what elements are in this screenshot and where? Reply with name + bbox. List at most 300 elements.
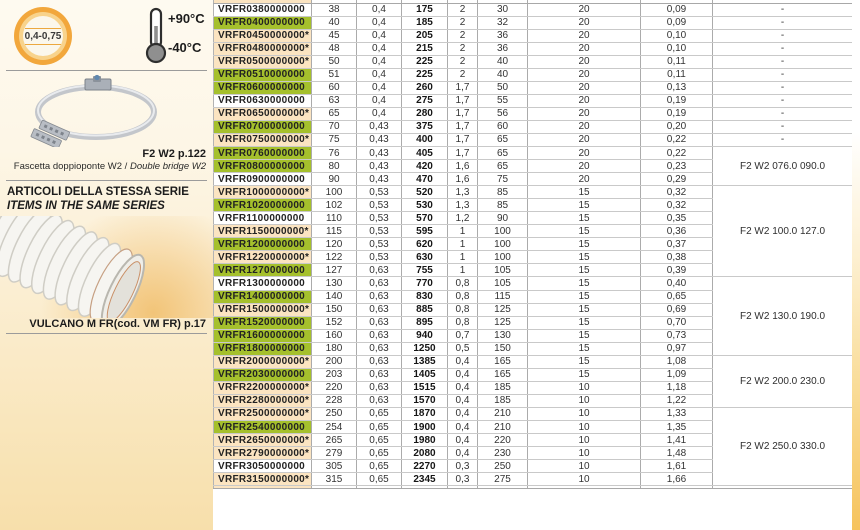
value-cell: 1980 — [402, 434, 448, 447]
value-cell: 1 — [448, 225, 478, 238]
product-code-cell: VRFR1520000000 — [214, 316, 312, 329]
value-cell: 1,7 — [448, 120, 478, 133]
divider — [6, 333, 207, 334]
product-code-cell: VRFR0750000000* — [214, 133, 312, 146]
table-row — [214, 94, 853, 107]
value-cell: 45 — [312, 29, 357, 42]
clamp-caption: Fascetta doppioponte W2 / Double bridge W2 — [13, 161, 206, 172]
value-cell: 203 — [312, 368, 357, 381]
value-cell: 1900 — [402, 421, 448, 434]
value-cell: 260 — [402, 81, 448, 94]
value-cell: 120 — [312, 238, 357, 251]
value-cell: 1,08 — [641, 355, 713, 368]
value-cell: 15 — [528, 251, 641, 264]
value-cell: 15 — [528, 277, 641, 290]
value-cell: 1,7 — [448, 147, 478, 160]
value-cell: 100 — [478, 251, 528, 264]
value-cell: 102 — [312, 199, 357, 212]
product-code-cell: VRFR1270000000 — [214, 264, 312, 277]
value-cell: 20 — [528, 107, 641, 120]
value-cell: 0,65 — [357, 407, 402, 420]
table-row — [214, 81, 853, 94]
table-row — [214, 16, 853, 29]
value-cell: 0,69 — [641, 303, 713, 316]
value-cell: 0,4 — [448, 407, 478, 420]
value-cell: 140 — [312, 290, 357, 303]
table-row — [214, 355, 853, 368]
value-cell: 0,4 — [448, 421, 478, 434]
product-code-cell: VRFR2030000000 — [214, 368, 312, 381]
value-cell: 0,53 — [357, 186, 402, 199]
pressure-range-badge — [14, 7, 72, 65]
clamp-ref-cell: - — [713, 107, 853, 120]
value-cell: 70 — [312, 120, 357, 133]
clamp-ref-cell: - — [713, 16, 853, 29]
value-cell: 122 — [312, 251, 357, 264]
clamp-ref-cell: - — [713, 55, 853, 68]
value-cell: 520 — [402, 186, 448, 199]
clamp-ref-cell: - — [713, 81, 853, 94]
value-cell: 1,35 — [641, 421, 713, 434]
value-cell: 265 — [312, 434, 357, 447]
value-cell: 0,8 — [448, 303, 478, 316]
value-cell: 0,53 — [357, 225, 402, 238]
value-cell: 127 — [312, 264, 357, 277]
value-cell: 1870 — [402, 407, 448, 420]
value-cell: 20 — [528, 68, 641, 81]
same-series-title-en: ITEMS IN THE SAME SERIES — [7, 200, 165, 212]
table-row — [214, 42, 853, 55]
clamp-reference: F2 W2 p.122 — [142, 148, 206, 160]
product-code-cell: VRFR1100000000 — [214, 212, 312, 225]
value-cell: 2 — [448, 55, 478, 68]
product-code-cell: VRFR1020000000 — [214, 199, 312, 212]
value-cell: 0,09 — [641, 16, 713, 29]
value-cell: 90 — [312, 173, 357, 186]
value-cell: 305 — [312, 460, 357, 473]
value-cell: 2270 — [402, 460, 448, 473]
value-cell: 0,4 — [357, 3, 402, 16]
product-code-cell: VRFR2500000000* — [214, 407, 312, 420]
clamp-ref-cell: - — [713, 42, 853, 55]
value-cell: 0,4 — [448, 355, 478, 368]
value-cell: 205 — [402, 29, 448, 42]
product-code-cell: VRFR0480000000* — [214, 42, 312, 55]
value-cell: 76 — [312, 147, 357, 160]
value-cell: 0,63 — [357, 368, 402, 381]
value-cell: 0,36 — [641, 225, 713, 238]
value-cell: 105 — [478, 264, 528, 277]
value-cell: 2 — [448, 3, 478, 16]
value-cell: 0,4 — [357, 107, 402, 120]
value-cell: 0,23 — [641, 160, 713, 173]
value-cell: 20 — [528, 42, 641, 55]
value-cell: 40 — [478, 55, 528, 68]
value-cell: 0,4 — [448, 447, 478, 460]
value-cell: 0,53 — [357, 212, 402, 225]
value-cell: 1,7 — [448, 81, 478, 94]
value-cell: 100 — [478, 238, 528, 251]
product-code-cell: VRFR0630000000 — [214, 94, 312, 107]
value-cell: 630 — [402, 251, 448, 264]
product-code-cell: VRFR0400000000 — [214, 16, 312, 29]
product-code-cell: VRFR3150000000* — [214, 473, 312, 486]
value-cell: 10 — [528, 394, 641, 407]
value-cell: 250 — [312, 407, 357, 420]
value-cell: 0,4 — [448, 368, 478, 381]
value-cell: 1,09 — [641, 368, 713, 381]
product-code-cell: VRFR0760000000 — [214, 147, 312, 160]
clamp-ref-cell: - — [713, 94, 853, 107]
value-cell: 2 — [448, 29, 478, 42]
product-code-cell: VRFR0800000000 — [214, 160, 312, 173]
value-cell: 1,3 — [448, 199, 478, 212]
value-cell: 210 — [478, 421, 528, 434]
value-cell: 75 — [478, 173, 528, 186]
value-cell: 165 — [478, 368, 528, 381]
value-cell: 0,63 — [357, 355, 402, 368]
value-cell: 180 — [312, 342, 357, 355]
hose-image — [0, 216, 213, 318]
value-cell: 15 — [528, 199, 641, 212]
clipped-cell — [528, 486, 641, 489]
value-cell: 175 — [402, 3, 448, 16]
value-cell: 0,10 — [641, 29, 713, 42]
value-cell: 10 — [528, 447, 641, 460]
value-cell: 0,7 — [448, 329, 478, 342]
value-cell: 1,41 — [641, 434, 713, 447]
clamp-image — [0, 73, 213, 147]
clipped-cell — [478, 486, 528, 489]
product-table — [213, 0, 853, 489]
value-cell: 0,10 — [641, 42, 713, 55]
value-cell: 0,8 — [448, 277, 478, 290]
table-row — [214, 107, 853, 120]
value-cell: 185 — [478, 381, 528, 394]
value-cell: 0,4 — [357, 94, 402, 107]
table-row — [214, 133, 853, 146]
value-cell: 15 — [528, 264, 641, 277]
value-cell: 0,4 — [357, 16, 402, 29]
value-cell: 65 — [478, 147, 528, 160]
value-cell: 185 — [402, 16, 448, 29]
value-cell: 0,63 — [357, 277, 402, 290]
value-cell: 1250 — [402, 342, 448, 355]
value-cell: 420 — [402, 160, 448, 173]
value-cell: 0,4 — [448, 434, 478, 447]
value-cell: 0,73 — [641, 329, 713, 342]
value-cell: 1,18 — [641, 381, 713, 394]
value-cell: 0,65 — [641, 290, 713, 303]
table-row — [214, 55, 853, 68]
value-cell: 36 — [478, 42, 528, 55]
value-cell: 1,61 — [641, 460, 713, 473]
product-code-cell: VRFR0900000000 — [214, 173, 312, 186]
value-cell: 1515 — [402, 381, 448, 394]
product-code-cell: VRFR0450000000* — [214, 29, 312, 42]
value-cell: 0,4 — [448, 394, 478, 407]
value-cell: 51 — [312, 68, 357, 81]
product-code-cell: VRFR2790000000* — [214, 447, 312, 460]
value-cell: 279 — [312, 447, 357, 460]
value-cell: 2 — [448, 16, 478, 29]
value-cell: 0,3 — [448, 460, 478, 473]
table-row — [214, 186, 853, 199]
table-row — [214, 29, 853, 42]
value-cell: 0,3 — [448, 473, 478, 486]
value-cell: 15 — [528, 290, 641, 303]
value-cell: 0,65 — [357, 447, 402, 460]
value-cell: 0,11 — [641, 68, 713, 81]
value-cell: 110 — [312, 212, 357, 225]
value-cell: 0,4 — [357, 55, 402, 68]
product-info-panel — [0, 0, 213, 530]
value-cell: 0,40 — [641, 277, 713, 290]
product-code-cell: VRFR0650000000* — [214, 107, 312, 120]
value-cell: 620 — [402, 238, 448, 251]
product-code-cell: VRFR2650000000* — [214, 434, 312, 447]
table-row — [214, 120, 853, 133]
value-cell: 1,6 — [448, 160, 478, 173]
value-cell: 38 — [312, 3, 357, 16]
value-cell: 0,53 — [357, 199, 402, 212]
value-cell: 15 — [528, 238, 641, 251]
value-cell: 770 — [402, 277, 448, 290]
value-cell: 100 — [478, 225, 528, 238]
value-cell: 470 — [402, 173, 448, 186]
related-product-reference: VULCANO M FR(cod. VM FR) p.17 — [29, 318, 206, 330]
value-cell: 10 — [528, 421, 641, 434]
value-cell: 0,43 — [357, 120, 402, 133]
product-code-cell: VRFR3050000000 — [214, 460, 312, 473]
product-code-cell: VRFR0700000000 — [214, 120, 312, 133]
temperature-range — [144, 6, 210, 66]
value-cell: 150 — [312, 303, 357, 316]
value-cell: 0,19 — [641, 94, 713, 107]
value-cell: 20 — [528, 160, 641, 173]
value-cell: 0,43 — [357, 147, 402, 160]
value-cell: 10 — [528, 473, 641, 486]
value-cell: 0,53 — [357, 238, 402, 251]
value-cell: 30 — [478, 3, 528, 16]
value-cell: 0,63 — [357, 290, 402, 303]
value-cell: 0,97 — [641, 342, 713, 355]
value-cell: 0,65 — [357, 421, 402, 434]
value-cell: 1 — [448, 238, 478, 251]
clamp-ref-cell: - — [713, 120, 853, 133]
value-cell: 55 — [478, 94, 528, 107]
value-cell: 0,38 — [641, 251, 713, 264]
value-cell: 1,2 — [448, 212, 478, 225]
value-cell: 130 — [478, 329, 528, 342]
same-series-header — [7, 185, 189, 213]
value-cell: 1 — [448, 251, 478, 264]
value-cell: 0,39 — [641, 264, 713, 277]
value-cell: 15 — [528, 368, 641, 381]
value-cell: 40 — [478, 68, 528, 81]
value-cell: 0,22 — [641, 147, 713, 160]
value-cell: 105 — [478, 277, 528, 290]
clamp-ref-cell: - — [713, 3, 853, 16]
clamp-ref-cell: F2 W2 250.0 330.0 — [713, 407, 853, 485]
value-cell: 36 — [478, 29, 528, 42]
value-cell: 375 — [402, 120, 448, 133]
value-cell: 225 — [402, 55, 448, 68]
value-cell: 1,48 — [641, 447, 713, 460]
value-cell: 0,35 — [641, 212, 713, 225]
value-cell: 315 — [312, 473, 357, 486]
product-code-cell: VRFR1000000000* — [214, 186, 312, 199]
value-cell: 530 — [402, 199, 448, 212]
value-cell: 20 — [528, 147, 641, 160]
value-cell: 20 — [528, 55, 641, 68]
clipped-cell — [448, 486, 478, 489]
value-cell: 220 — [478, 434, 528, 447]
value-cell: 85 — [478, 199, 528, 212]
value-cell: 0,4 — [357, 29, 402, 42]
partial-table-row — [214, 486, 853, 489]
value-cell: 40 — [312, 16, 357, 29]
product-code-cell: VRFR1400000000 — [214, 290, 312, 303]
clipped-cell — [713, 486, 853, 489]
page-edge-gradient — [852, 0, 860, 530]
value-cell: 400 — [402, 133, 448, 146]
value-cell: 20 — [528, 173, 641, 186]
value-cell: 940 — [402, 329, 448, 342]
value-cell: 15 — [528, 329, 641, 342]
value-cell: 185 — [478, 394, 528, 407]
value-cell: 15 — [528, 303, 641, 316]
value-cell: 0,29 — [641, 173, 713, 186]
clipped-cell — [357, 486, 402, 489]
value-cell: 85 — [478, 186, 528, 199]
value-cell: 210 — [478, 407, 528, 420]
temp-min-label: -40°C — [168, 40, 202, 55]
value-cell: 15 — [528, 316, 641, 329]
value-cell: 152 — [312, 316, 357, 329]
value-cell: 1,6 — [448, 173, 478, 186]
value-cell: 65 — [478, 133, 528, 146]
product-code-cell: VRFR2540000000 — [214, 421, 312, 434]
value-cell: 2345 — [402, 473, 448, 486]
value-cell: 885 — [402, 303, 448, 316]
value-cell: 15 — [528, 342, 641, 355]
value-cell: 115 — [478, 290, 528, 303]
table-row — [214, 407, 853, 420]
value-cell: 225 — [402, 68, 448, 81]
value-cell: 10 — [528, 407, 641, 420]
product-code-cell: VRFR2280000000* — [214, 394, 312, 407]
same-series-title-it: ARTICOLI DELLA STESSA SERIE — [7, 186, 189, 198]
value-cell: 2 — [448, 68, 478, 81]
thermometer-icon — [144, 6, 168, 64]
value-cell: 0,19 — [641, 107, 713, 120]
value-cell: 80 — [312, 160, 357, 173]
value-cell: 20 — [528, 81, 641, 94]
value-cell: 405 — [402, 147, 448, 160]
value-cell: 1 — [448, 264, 478, 277]
value-cell: 125 — [478, 303, 528, 316]
value-cell: 1570 — [402, 394, 448, 407]
value-cell: 1,7 — [448, 133, 478, 146]
badge-ring — [19, 12, 67, 60]
value-cell: 0,53 — [357, 251, 402, 264]
product-code-cell: VRFR0500000000* — [214, 55, 312, 68]
value-cell: 755 — [402, 264, 448, 277]
clamp-ref-cell: F2 W2 200.0 230.0 — [713, 355, 853, 407]
value-cell: 150 — [478, 342, 528, 355]
product-code-cell: VRFR2000000000* — [214, 355, 312, 368]
value-cell: 1,7 — [448, 94, 478, 107]
value-cell: 0,63 — [357, 394, 402, 407]
value-cell: 0,63 — [357, 381, 402, 394]
clamp-ref-cell: - — [713, 29, 853, 42]
clipped-cell — [312, 486, 357, 489]
product-code-cell: VRFR1150000000* — [214, 225, 312, 238]
value-cell: 0,37 — [641, 238, 713, 251]
value-cell: 160 — [312, 329, 357, 342]
value-cell: 15 — [528, 225, 641, 238]
value-cell: 20 — [528, 3, 641, 16]
value-cell: 56 — [478, 107, 528, 120]
value-cell: 10 — [528, 381, 641, 394]
value-cell: 280 — [402, 107, 448, 120]
value-cell: 0,63 — [357, 316, 402, 329]
product-code-cell: VRFR1500000000* — [214, 303, 312, 316]
clamp-ref-cell: F2 W2 076.0 090.0 — [713, 147, 853, 186]
clamp-ref-cell: - — [713, 68, 853, 81]
value-cell: 60 — [478, 120, 528, 133]
value-cell: 100 — [312, 186, 357, 199]
clipped-cell — [214, 486, 312, 489]
product-code-cell: VRFR2200000000* — [214, 381, 312, 394]
value-cell: 65 — [312, 107, 357, 120]
value-cell: 15 — [528, 186, 641, 199]
product-code-cell: VRFR0510000000 — [214, 68, 312, 81]
value-cell: 60 — [312, 81, 357, 94]
value-cell: 10 — [528, 460, 641, 473]
value-cell: 0,5 — [448, 342, 478, 355]
value-cell: 275 — [402, 94, 448, 107]
value-cell: 90 — [478, 212, 528, 225]
value-cell: 0,22 — [641, 133, 713, 146]
table-row — [214, 147, 853, 160]
value-cell: 0,13 — [641, 81, 713, 94]
value-cell: 0,70 — [641, 316, 713, 329]
value-cell: 0,32 — [641, 186, 713, 199]
value-cell: 830 — [402, 290, 448, 303]
value-cell: 0,43 — [357, 160, 402, 173]
pressure-range-value: 0,4-0,75 — [25, 28, 62, 45]
value-cell: 1385 — [402, 355, 448, 368]
value-cell: 0,32 — [641, 199, 713, 212]
value-cell: 0,4 — [357, 81, 402, 94]
value-cell: 50 — [312, 55, 357, 68]
value-cell: 1,7 — [448, 107, 478, 120]
value-cell: 15 — [528, 355, 641, 368]
value-cell: 0,11 — [641, 55, 713, 68]
value-cell: 165 — [478, 355, 528, 368]
value-cell: 0,8 — [448, 316, 478, 329]
value-cell: 215 — [402, 42, 448, 55]
value-cell: 50 — [478, 81, 528, 94]
value-cell: 254 — [312, 421, 357, 434]
value-cell: 1,33 — [641, 407, 713, 420]
value-cell: 0,09 — [641, 3, 713, 16]
value-cell: 20 — [528, 120, 641, 133]
value-cell: 0,65 — [357, 460, 402, 473]
value-cell: 0,4 — [357, 42, 402, 55]
